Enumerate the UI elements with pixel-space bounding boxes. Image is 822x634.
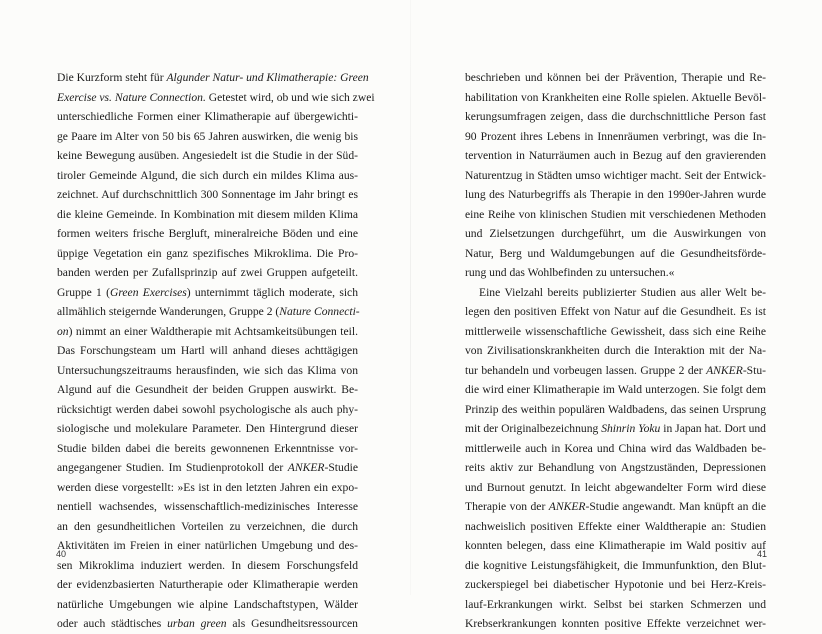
italic-run: Nature Connecti-: [279, 305, 360, 318]
text-line: [57, 224, 358, 244]
text-run: Untersuchungszeitraums herausfinden, wie sich das Klima von: [57, 363, 358, 377]
right-page: [411, 0, 822, 630]
text-line: [57, 361, 358, 381]
text-run: Studie bilden dabei die bereits gewonnenen Erkenntnisse vor-: [57, 441, 358, 455]
text-run: ) nimmt an einer Waldtherapie mit Achtsamkeitsübungen teil.: [68, 324, 358, 338]
text-run: -Studie angewandt. Man knüpft an die: [585, 500, 766, 513]
italic-run: Exercise vs. Nature Connection.: [57, 90, 206, 104]
left-page: [0, 0, 411, 630]
italic-run: ANKER: [548, 500, 586, 513]
text-line: [465, 439, 766, 459]
text-line: [57, 166, 358, 186]
text-line: [57, 302, 358, 322]
text-line: [57, 478, 358, 498]
text-run: werden diese vorgestellt: »Es ist in den letzten Jahren ein expo-: [57, 480, 358, 494]
text-line: [465, 322, 766, 342]
text-line: [57, 205, 358, 225]
text-run: 90 Prozent ihres Lebens in Innenräumen verbringt, was die In-: [465, 129, 766, 143]
text-line: [57, 439, 358, 459]
text-line: [465, 224, 766, 244]
text-line: [465, 244, 766, 264]
italic-run: ANKER: [706, 363, 743, 377]
text-line: [465, 595, 766, 615]
text-line: [465, 302, 766, 322]
right-page-number: 41: [757, 549, 768, 559]
text-run: beschrieben und können bei der Prävention, Therapie und Re-: [465, 71, 766, 84]
text-line: [465, 380, 766, 400]
text-line: [57, 517, 358, 537]
text-line: [57, 185, 358, 205]
text-line: [57, 283, 358, 303]
text-line: [465, 185, 766, 205]
text-line: [465, 536, 766, 556]
text-run: Eine Vielzahl bereits publizierter Studien aus aller Welt be-: [479, 285, 766, 299]
text-line: [465, 400, 766, 420]
text-run: formen weiters frische Bergluft, mineralreiche Böden und eine: [57, 227, 358, 240]
text-line: [57, 263, 358, 283]
text-line: [57, 244, 358, 264]
text-run: Gruppe 1 (: [57, 285, 110, 299]
text-line: [57, 127, 358, 147]
text-run: Krebserkrankungen konnten positive Effekte verzeichnet wer-: [465, 617, 766, 630]
text-run: lauf-Erkrankungen wirkt. Selbst bei starken Schmerzen und: [465, 597, 766, 611]
text-line: [57, 68, 369, 88]
text-line: [57, 595, 358, 615]
left-page-number: 40: [56, 549, 67, 559]
text-line: [465, 614, 766, 634]
text-run: legen den positiven Effekt von Natur auf die Gesundheit. Es ist: [465, 305, 766, 318]
text-run: Algund auf die Gesundheit der beiden Gruppen auswirkt. Be-: [57, 383, 358, 396]
text-run: mit der Originalbezeichnung: [465, 422, 602, 435]
text-line: [465, 341, 766, 361]
text-line: [465, 419, 766, 439]
text-run: konnten belegen, dass eine Klimatherapie im Wald positiv auf: [465, 539, 766, 552]
italic-run: Green Exercises: [109, 285, 187, 299]
text-run: von Zivilisationskrankheiten durch die Interaktion mit der Na-: [465, 344, 766, 357]
text-line: [465, 517, 766, 537]
text-run: siologische und molekulare Parameter. Den Hintergrund dieser: [57, 422, 358, 435]
text-run: zeichnet. Auf durchschnittlich 300 Sonnentage im Jahr bringt es: [57, 188, 358, 201]
right-page-text: [465, 68, 766, 634]
text-line: [465, 283, 766, 303]
text-run: und Zielsetzungen durchgeführt, um die Auswirkungen von: [465, 227, 766, 240]
text-line: [465, 88, 766, 108]
text-run: lung des Naturbegriffs als Therapie in den 1990er-Jahren wurde: [465, 188, 766, 201]
text-run: Therapie von der: [465, 500, 549, 513]
text-line: [57, 458, 358, 478]
text-line: [465, 263, 766, 283]
text-line: [57, 419, 358, 439]
text-line: [465, 127, 766, 147]
text-line: [57, 497, 358, 517]
italic-run: Algunder Natur- und Klimatherapie: Green: [166, 71, 369, 84]
text-run: ) unternimmt täglich moderate, sich: [186, 285, 358, 299]
text-run: mittlerweile auch in Korea und China wird das Waldbaden be-: [465, 441, 766, 455]
text-line: [57, 88, 375, 108]
text-run: die kognitive Leistungsfähigkeit, die Immunfunktion, den Blut-: [465, 558, 766, 572]
left-page-text: [57, 68, 375, 634]
text-line: [57, 536, 358, 556]
text-run: tur behandeln und vorbeugen lassen. Gruppe 2 der: [465, 363, 707, 377]
text-run: angegangener Studien. Im Studienprotokoll der: [57, 461, 288, 474]
text-line: [57, 400, 358, 420]
text-line: [57, 614, 358, 634]
text-run: Getestet wird, ob und wie sich zwei: [205, 90, 375, 104]
text-line: [465, 146, 766, 166]
text-run: tiroler Gemeinde Algund, die sich durch ein mildes Klima aus-: [57, 168, 358, 182]
text-line: [465, 575, 766, 595]
text-run: die kleine Gemeinde. In Kombination mit diesem milden Klima: [57, 207, 358, 221]
text-run: unterschiedliche Formen einer Klimatherapie auf übergewichti-: [57, 110, 358, 123]
text-run: nachweislich positiven Effekte einer Waldtherapie an: Studien: [465, 519, 766, 533]
text-run: keine Bewegung ausüben. Angesiedelt ist die Studie in der Süd-: [57, 149, 358, 162]
text-run: und Burnout genutzt. In leicht abgewandelter Form wird diese: [465, 480, 766, 494]
text-line: [465, 107, 766, 127]
text-run: der evidenzbasierten Naturtherapie oder Klimatherapie werden: [57, 578, 358, 591]
text-line: [57, 146, 358, 166]
text-run: nentiell wachsendes, wissenschaftlich-medizinisches Interesse: [57, 500, 358, 513]
text-line: [465, 205, 766, 225]
text-run: Die Kurzform steht für: [57, 71, 167, 84]
text-line: [465, 458, 766, 478]
text-run: banden werden per Zufallsprinzip auf zwei Gruppen aufgeteilt.: [57, 266, 358, 279]
text-run: Prinzip des weithin populären Waldbadens, das seinen Ursprung: [465, 402, 766, 416]
text-line: [465, 361, 766, 381]
text-run: Aktivitäten im Freien in einer natürlichen Umgebung und des-: [57, 539, 358, 552]
text-run: rücksichtigt werden dabei sowohl psychologische als auch phy-: [57, 402, 358, 416]
text-line: [465, 497, 766, 517]
text-run: reits aktiv zur Behandlung von Angstzuständen, Depressionen: [465, 461, 766, 474]
text-run: Naturentzug in Städten umso wichtiger macht. Seit der Entwick-: [465, 168, 766, 182]
italic-run: urban green: [167, 617, 227, 630]
text-line: [57, 322, 358, 342]
text-run: -Stu-: [742, 363, 766, 377]
text-line: [57, 107, 358, 127]
text-line: [465, 166, 766, 186]
text-run: üppige Vegetation ein ganz spezifisches Mikroklima. Die Pro-: [57, 246, 358, 260]
text-run: in Japan hat. Dort und: [660, 422, 766, 435]
text-run: an den gesundheitlichen Vorteilen zu verzeichnen, die durch: [57, 519, 358, 533]
text-run: Das Forschungsteam um Hartl will anhand dieses achttägigen: [57, 344, 358, 357]
text-run: habilitation von Krankheiten eine Rolle spielen. Aktuelle Bevöl-: [465, 90, 766, 104]
text-run: kerungsumfragen zeigen, dass die durchschnittliche Person fast: [465, 110, 766, 123]
italic-run: ANKER: [287, 461, 325, 474]
text-line: [465, 478, 766, 498]
text-line: [465, 68, 766, 88]
text-run: Natur, Berg und Waldumgebungen auf die Gesundheitsförde-: [465, 246, 766, 260]
text-line: [57, 556, 358, 576]
italic-run: Shinrin Yoku: [601, 422, 661, 435]
text-line: [465, 556, 766, 576]
text-line: [57, 575, 358, 595]
text-run: oder auch städtisches: [57, 617, 168, 630]
text-run: die wird einer Klimatherapie im Wald unterzogen. Sie folgt dem: [465, 383, 766, 396]
text-line: [57, 341, 358, 361]
text-run: mittlerweile wissenschaftliche Gewissheit, dass sich eine Reihe: [465, 324, 766, 338]
text-run: als Gesundheitsressourcen: [226, 617, 358, 630]
text-run: tervention in Naturräumen auch in Bezug auf den gravierenden: [465, 149, 766, 162]
text-run: eine Reihe von klinischen Studien mit verschiedenen Methoden: [465, 207, 766, 221]
italic-run: on: [57, 324, 69, 338]
text-run: ge Paare im Alter von 50 bis 65 Jahren auswirken, die wenig bis: [57, 129, 358, 143]
text-run: allmählich steigernde Wanderungen, Gruppe 2 (: [57, 305, 280, 318]
text-run: rung und das Wohlbefinden zu untersuchen.«: [465, 266, 675, 279]
text-run: natürliche Umgebungen wie alpine Landschaftstypen, Wälder: [57, 597, 358, 611]
text-run: -Studie: [324, 461, 358, 474]
text-run: sen Mikroklima induziert werden. In diesem Forschungsfeld: [57, 558, 358, 572]
text-run: zuckerspiegel bei diabetischer Hypotonie und bei Herz-Kreis-: [465, 578, 766, 591]
text-line: [57, 380, 358, 400]
